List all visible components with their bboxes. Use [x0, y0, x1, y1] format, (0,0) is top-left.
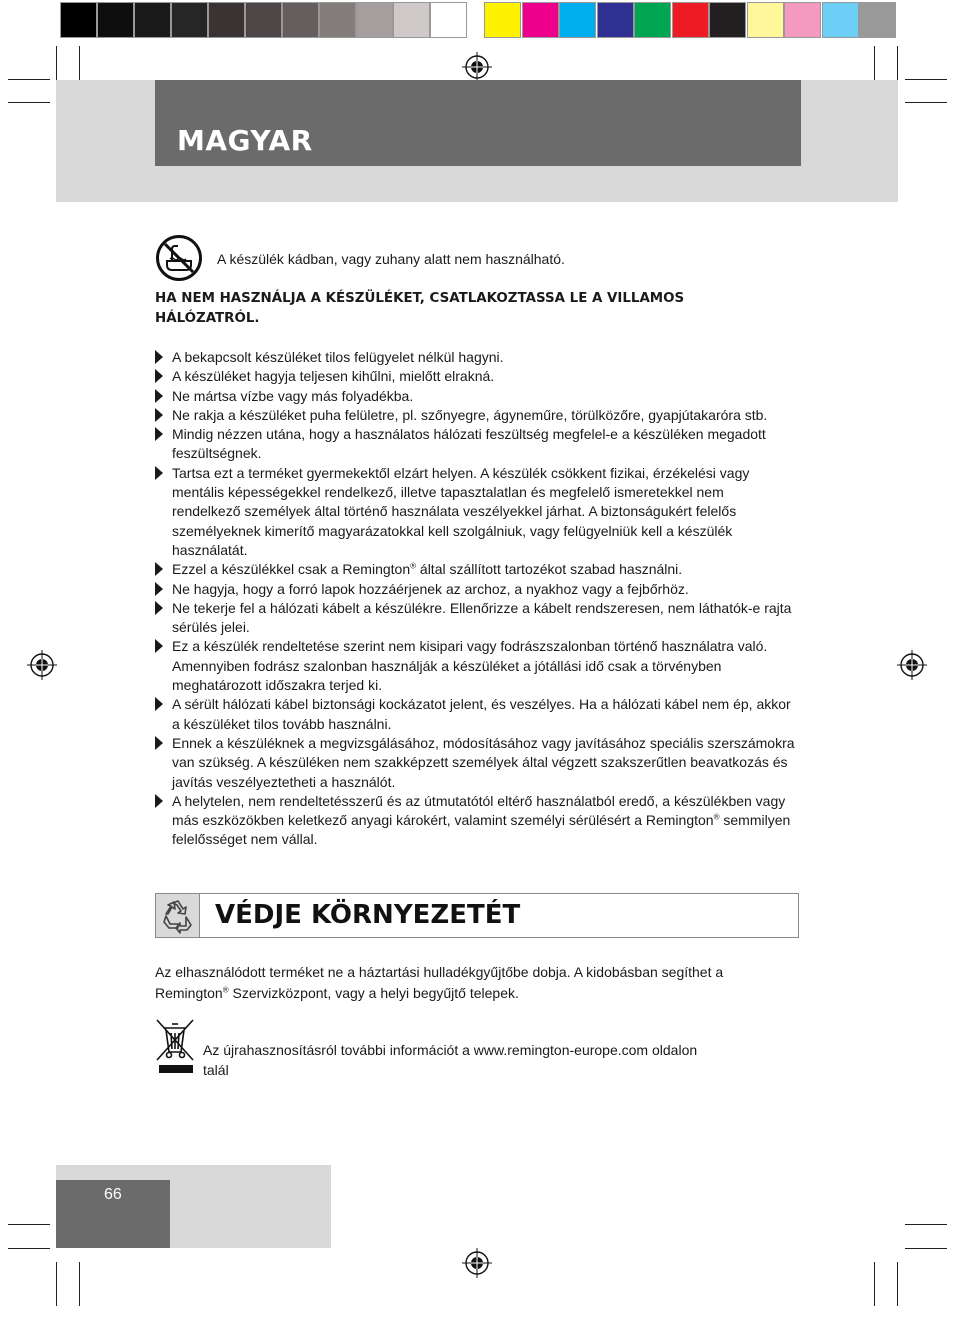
safety-list — [155, 348, 795, 850]
list-item — [155, 580, 795, 599]
list-item-text: Tartsa ezt a terméket gyermekektől elzárt helyen. A készülék csökkent fizikai, érzékelési vagy mentális képességekkel rendelkező, illetve tapasztalatlan és megfelelő ismeretekkel nem rendelkező személyek által történő használata veszélyekkel járhat. A biztonságukért felelős személyeknek kimerítő magyarázatokkal kell szolgálniuk, vagy felügyelniük kell a készülék használatát. — [172, 464, 750, 558]
crop-mark — [79, 1262, 80, 1306]
environment-section-header — [155, 893, 799, 938]
list-item-text: Ne hagyja, hogy a forró lapok hozzáérjenek az archoz, a nyakhoz vagy a fejbőrhöz. — [172, 580, 689, 597]
bullet-arrow-icon — [155, 408, 163, 422]
registration-mark-icon — [27, 650, 57, 680]
color-swatch — [522, 2, 559, 38]
list-item — [155, 425, 795, 464]
list-item-text: Ne tekerje fel a hálózati kábelt a készülékre. Ellenőrizze a kábelt rendszeresen, nem láthatók-e rajta sérülés jelei. — [172, 599, 792, 636]
recycle-icon — [156, 894, 199, 937]
crop-mark — [897, 1262, 898, 1306]
registration-mark-icon — [462, 1248, 492, 1278]
list-item-text: Ezzel a készülékkel csak a Remington — [172, 561, 411, 578]
list-item — [155, 387, 795, 406]
crop-mark — [905, 102, 947, 103]
environment-text — [155, 962, 795, 1004]
environment-text-after: Szervizközpont, vagy a helyi begyűjtő telepek. — [228, 985, 519, 1001]
color-swatch — [747, 2, 784, 38]
crop-mark — [8, 1224, 50, 1225]
bullet-arrow-icon — [155, 601, 163, 615]
color-swatch — [709, 2, 746, 38]
no-bath-icon — [155, 234, 203, 282]
bullet-arrow-icon — [155, 389, 163, 403]
color-swatch — [484, 2, 521, 38]
registration-mark-icon — [462, 52, 492, 82]
gray-swatch — [282, 2, 319, 38]
recycle-icon-cell — [156, 894, 200, 937]
bullet-arrow-icon — [155, 697, 163, 711]
list-item — [155, 599, 795, 638]
gray-swatch — [208, 2, 245, 38]
list-item-text: A sérült hálózati kábel biztonsági kockázatot jelent, és veszélyes. Ha a hálózati kábel nem ép, akkor a készüléket tilos tovább használni. — [172, 696, 791, 732]
list-item-text: A bekapcsolt készüléket tilos felügyelet nélkül hagyni. — [172, 349, 504, 365]
crop-mark — [56, 1262, 57, 1306]
list-item — [155, 367, 795, 386]
bullet-arrow-icon — [155, 639, 163, 653]
crop-mark — [874, 1262, 875, 1306]
list-item — [155, 560, 795, 579]
bath-warning-text: A készülék kádban, vagy zuhany alatt nem használható. — [217, 251, 565, 267]
color-swatch — [822, 2, 859, 38]
environment-text-before: Az elhasználódott terméket ne a háztartási hulladékgyűjtőbe dobja. A kidobásban segíthet a Remington — [155, 964, 724, 1001]
crossed-bin-icon — [155, 1018, 197, 1076]
crop-mark — [905, 1224, 947, 1225]
color-swatch — [784, 2, 821, 38]
bullet-arrow-icon — [155, 427, 163, 441]
gray-swatch — [97, 2, 134, 38]
bullet-arrow-icon — [155, 466, 163, 480]
list-item-text: Ez a készülék rendeltetése szerint nem kisipari vagy fodrászszalonban történő használatra való. Amennyiben fodrász szalonban használják a készüléket a jótállási idő csak a törvényben meghatározott időszakra terjed ki. — [172, 638, 768, 694]
color-swatch — [559, 2, 596, 38]
list-item — [155, 792, 795, 850]
bullet-arrow-icon — [155, 794, 163, 808]
recycle-info-text: Az újrahasznosításról további információt a www.remington-europe.com oldalon talál — [203, 1042, 698, 1078]
crop-mark — [8, 79, 50, 80]
crop-mark — [8, 102, 50, 103]
gray-swatch — [393, 2, 430, 38]
list-item — [155, 695, 795, 734]
gray-swatch — [245, 2, 282, 38]
color-swatch — [859, 2, 896, 38]
list-item — [155, 464, 795, 560]
list-item-text: A készüléket hagyja teljesen kihűlni, mielőtt elrakná. — [172, 368, 495, 385]
bullet-arrow-icon — [155, 736, 163, 750]
crop-mark — [8, 1248, 50, 1249]
list-item-text: Mindig nézzen utána, hogy a használatos hálózati feszültség megfelel-e a készüléken megadott feszültségnek. — [172, 426, 766, 462]
gray-swatch — [171, 2, 208, 38]
color-swatch — [597, 2, 634, 38]
bullet-arrow-icon — [155, 350, 163, 364]
gray-swatch — [356, 2, 393, 38]
registered-mark: ® — [713, 812, 720, 822]
gray-swatch — [134, 2, 171, 38]
list-item — [155, 348, 795, 367]
bullet-arrow-icon — [155, 369, 163, 383]
registered-mark: ® — [410, 561, 417, 571]
page-title: MAGYAR — [177, 124, 313, 157]
list-item — [155, 637, 795, 695]
header-title-bar — [155, 80, 801, 166]
registered-mark: ® — [222, 985, 229, 995]
list-item-text: Ennek a készüléknek a megvizsgálásához, módosításához vagy javításához speciális szerszámokra van szükség. A készüléken nem szakképzett személyek által végzett szakszerűtlen beavatkozás és javítás veszélyeztetheti a használót. — [172, 734, 795, 790]
crop-mark — [905, 1248, 947, 1249]
unplug-warning: HA NEM HASZNÁLJA A KÉSZÜLÉKET, CSATLAKOZTASSA LE A VILLAMOS HÁLÓZATRÓL. — [155, 291, 685, 326]
crop-mark — [905, 79, 947, 80]
color-swatch — [634, 2, 671, 38]
list-item — [155, 734, 795, 792]
list-item-text: Ne mártsa vízbe vagy más folyadékba. — [172, 387, 414, 404]
list-item-text: Ne rakja a készüléket puha felületre, pl. szőnyegre, ágyneműre, törülközőre, gyapjútakaróra stb. — [172, 406, 768, 423]
environment-title: VÉDJE KÖRNYEZETÉT — [215, 900, 521, 930]
gray-swatch — [430, 2, 467, 38]
list-item-text: semmilyen felelősséget nem vállal. — [172, 812, 791, 848]
list-item-text: által szállított tartozékot szabad használni. — [416, 561, 683, 578]
bullet-arrow-icon — [155, 582, 163, 596]
gray-swatch — [319, 2, 356, 38]
bullet-arrow-icon — [155, 562, 163, 576]
gray-swatch — [60, 2, 97, 38]
registration-mark-icon — [897, 650, 927, 680]
list-item — [155, 406, 795, 425]
page-number: 66 — [104, 1186, 122, 1203]
list-item-text: A helytelen, nem rendeltetésszerű és az útmutatótól eltérő használatból eredő, a készülékben vagy más eszközökben keletkező anyagi károkért, valamint személyi sérülésért a Remington — [172, 792, 786, 829]
color-swatch — [672, 2, 709, 38]
